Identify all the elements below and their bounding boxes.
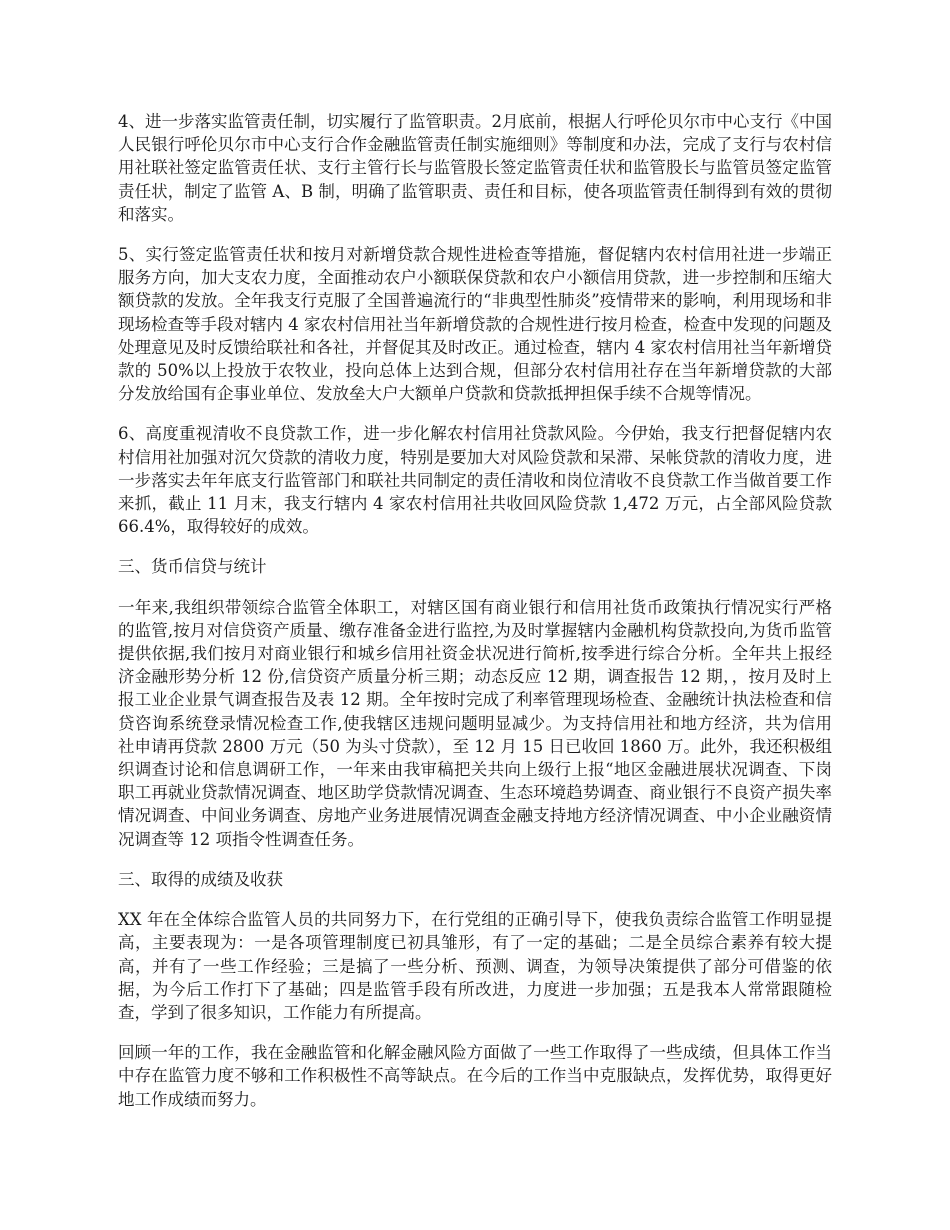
paragraph-item-6: 6、高度重视清收不良贷款工作，进一步化解农村信用社贷款风险。今伊始，我支行把督促辖内农村信用社加强对沉欠贷款的清收力度，特别是要加大对风险贷款和呆滞、呆帐贷款的清收力度，进一步落实去年年底支行监管部门和联社共同制定的责任清收和岗位清收不良贷款工作当做首要工作来抓，截止 11 月末，我支行辖内 4 家农村信用社共收回风险贷款 1,472 万元，占全部风险贷款 66.4%，取得较好的成效。 xyxy=(118,424,832,537)
paragraph-achievements: XX 年在全体综合监管人员的共同努力下，在行党组的正确引导下，使我负责综合监管工作明显提高，主要表现为：一是各项管理制度已初具雏形，有了一定的基础；二是全员综合素养有较大提高，并有了一些工作经验；三是搞了一些分析、预测、调查，为领导决策提供了部分可借鉴的依据，为今后工作打下了基础；四是监管手段有所改进，力度进一步加强；五是我本人常常跟随检查，学到了很多知识，工作能力有所提高。 xyxy=(118,910,832,1022)
paragraph-monetary-credit: 一年来,我组织带领综合监管全体职工，对辖区国有商业银行和信用社货币政策执行情况实行严格的监管,按月对信贷资产质量、缴存准备金进行监控,为及时掌握辖内金融机构贷款投向,为货币监管提供依据,我们按月对商业银行和城乡信用社资金状况进行简析,按季进行综合分析。全年共上报经济金融形势分析 12 份,信贷资产质量分析三期；动态反应 12 期，调查报告 12 期，，按月及时上报工业企业景气调查报告及表 12 期。全年按时完成了利率管理现场检查、金融统计执法检查和信贷咨询系统登录情况检查工作,使我辖区违规问题明显减少。为支持信用社和地方经济，共为信用社申请再贷款 2800 万元（50 为头寸贷款），至 12 月 15 日已收回 1860 万。此外，我还积极组织调查讨论和信息调研工作，一年来由我审稿把关共向上级行上报“地区金融进展状况调查、下岗职工再就业贷款情况调查、地区助学贷款情况调查、生态环境趋势调查、商业银行不良资产损失率情况调查、中间业务调查、房地产业务进展情况调查金融支持地方经济情况调查、中小企业融资情况调查等 12 项指令性调查任务。 xyxy=(118,597,832,849)
section-heading-monetary-credit: 三、货币信贷与统计 xyxy=(118,557,267,577)
section-heading-achievements: 三、取得的成绩及收获 xyxy=(118,869,283,889)
paragraph-item-4: 4、进一步落实监管责任制，切实履行了监管职责。2月底前，根据人行呼伦贝尔市中心支行《中国人民银行呼伦贝尔市中心支行合作金融监管责任制实施细则》等制度和办法，完成了支行与农村信用社联社签定监管责任状、支行主管行长与监管股长签定监管责任状和监管股长与监管员签定监管责任状，制定了监管 A、B 制，明确了监管职责、责任和目标，使各项监管责任制得到有效的贯彻和落实。 xyxy=(118,112,832,224)
paragraph-item-5: 5、实行签定监管责任状和按月对新增贷款合规性进检查等措施，督促辖内农村信用社进一步端正服务方向，加大支农力度，全面推动农户小额联保贷款和农户小额信用贷款，进一步控制和压缩大额贷款的发放。全年我支行克服了全国普遍流行的“非典型性肺炎”疫情带来的影响，利用现场和非现场检查等手段对辖内 4 家农村信用社当年新增贷款的合规性进行按月检查，检查中发现的问题及处理意见及时反馈给联社和各社，并督促其及时改正。通过检查，辖内 4 家农村信用社当年新增贷款的 50%以上投放于农牧业，投向总体上达到合规，但部分农村信用社存在当年新增贷款的大部分发放给国有企事业单位、发放垒大户大额单户贷款和贷款抵押担保手续不合规等情况。 xyxy=(118,245,832,404)
paragraph-review: 回顾一年的工作，我在金融监管和化解金融风险方面做了一些工作取得了一些成绩，但具体工作当中存在监管力度不够和工作积极性不高等缺点。在今后的工作当中克服缺点，发挥优势，取得更好地工作成绩而努力。 xyxy=(118,1043,832,1109)
